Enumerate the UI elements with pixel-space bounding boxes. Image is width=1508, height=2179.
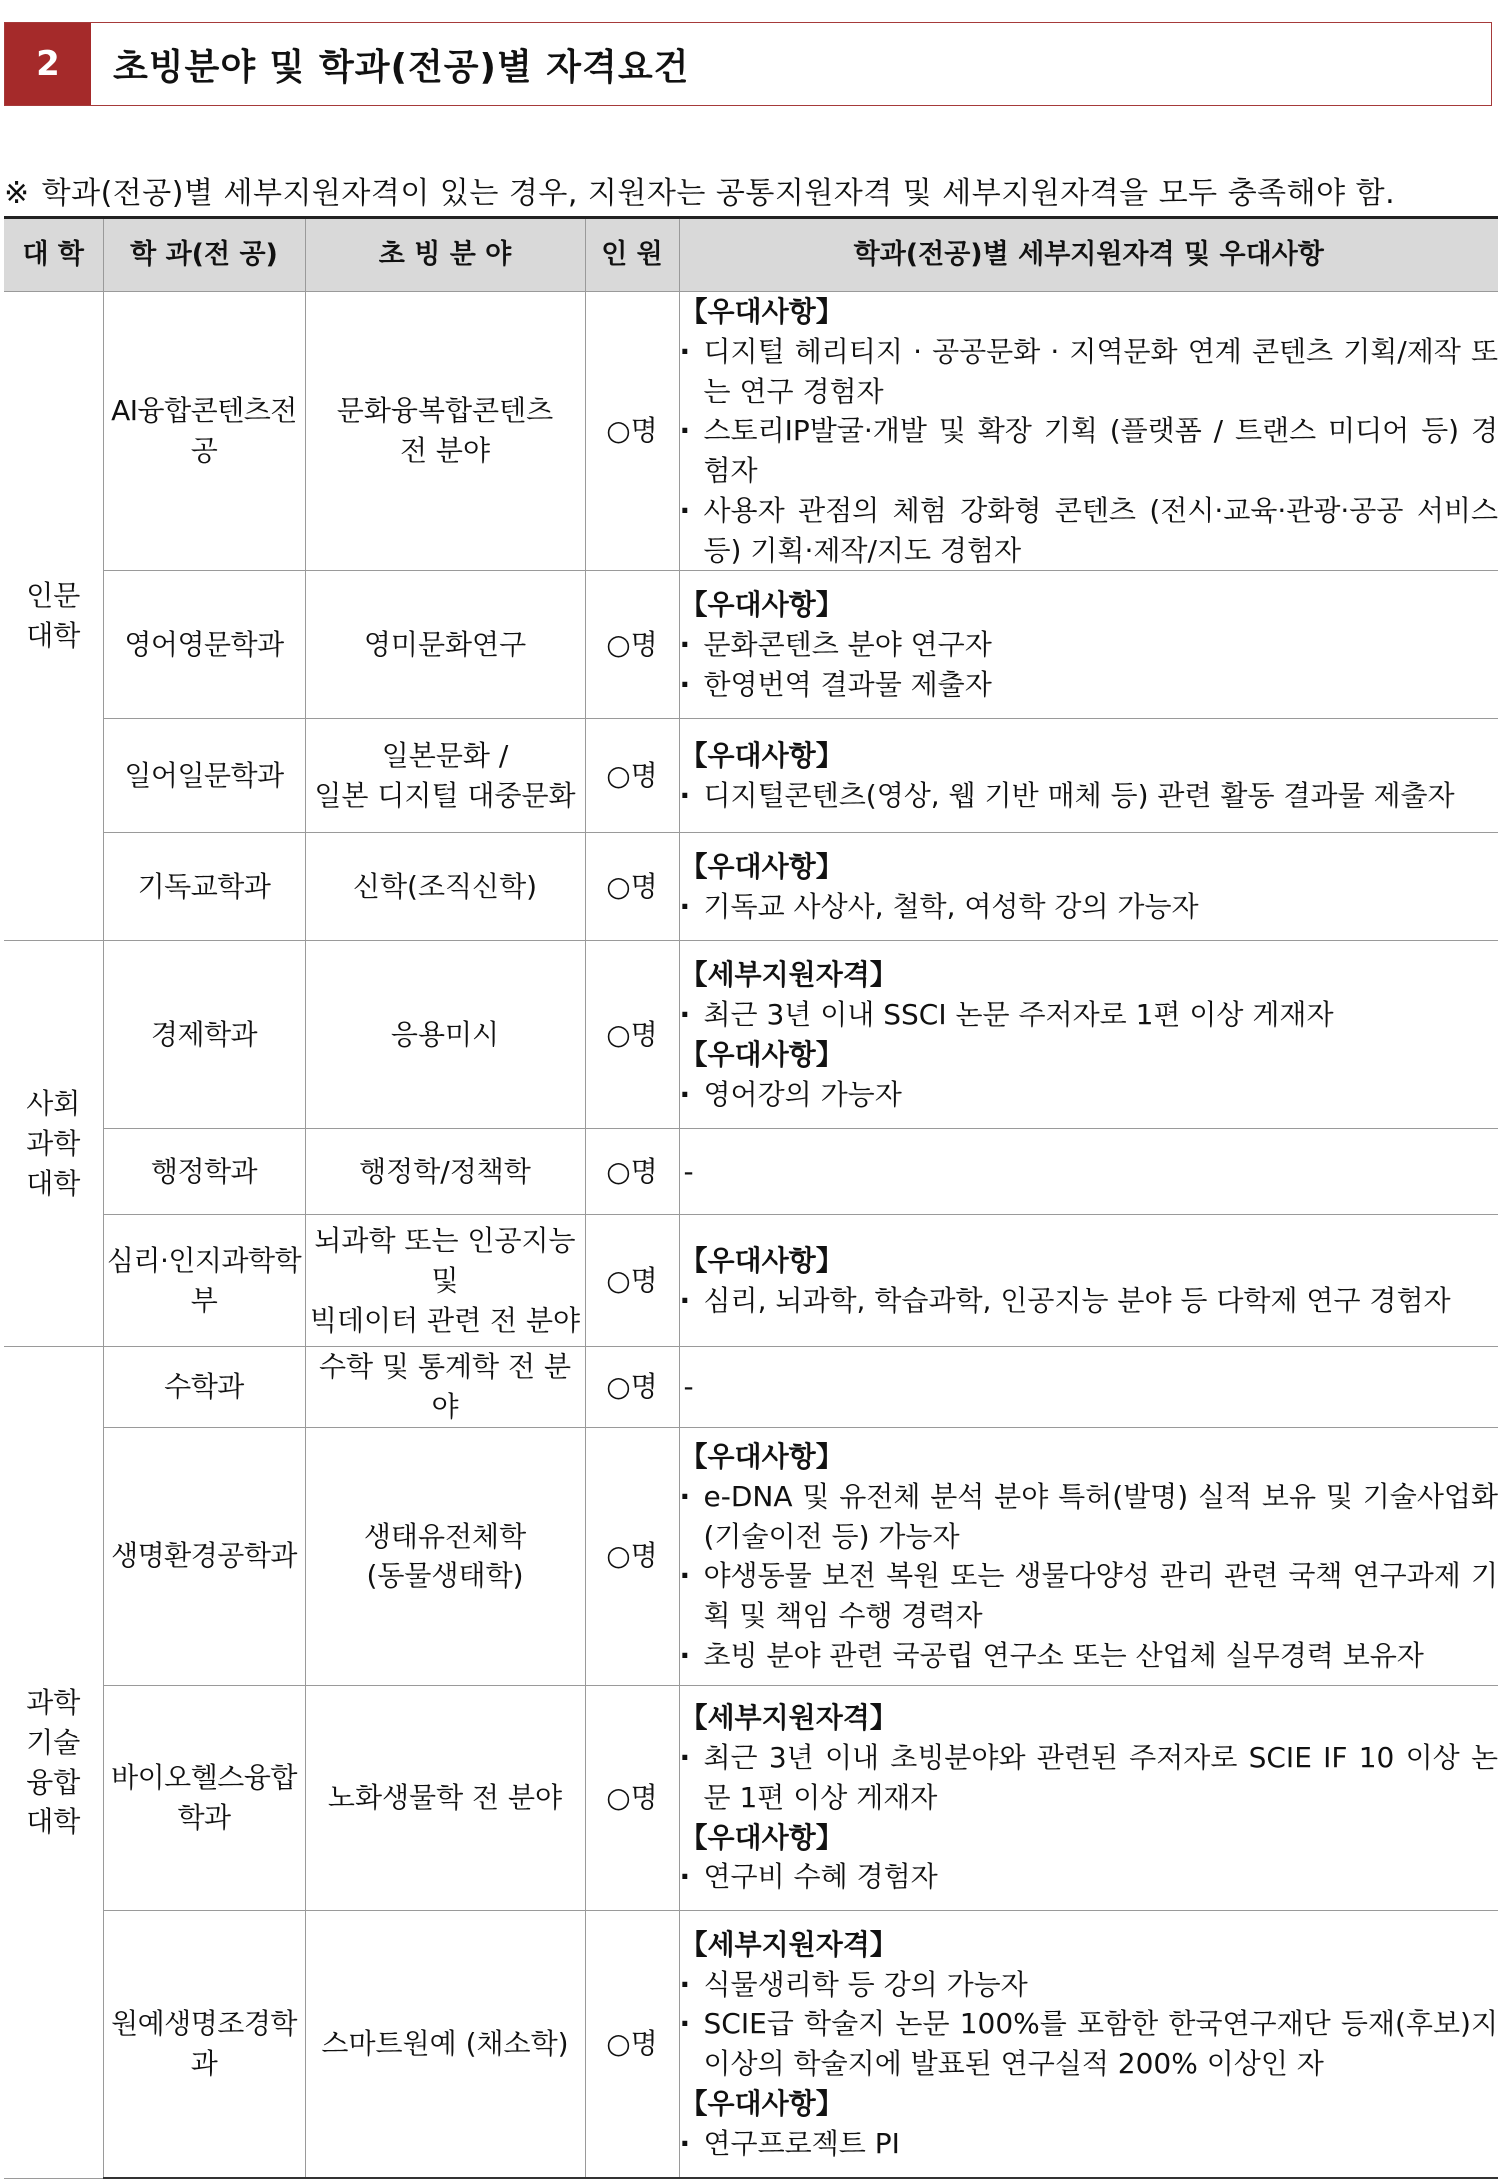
count-cell: ○명 [585,1427,679,1685]
table-row [4,1910,1498,2178]
field-cell: 신학(조직신학) [305,833,585,941]
count-cell: ○명 [585,1215,679,1347]
details-cell [679,1129,1498,1215]
detail-item: · 연구비 수혜 경험자 [680,1857,1499,1897]
header-count: 인 원 [585,218,679,292]
detail-item: · 스토리IP발굴·개발 및 확장 기획 (플랫폼 / 트랜스 미디어 등) 경험자 [680,411,1499,491]
qualification-table [4,216,1498,2179]
detail-item: · 최근 3년 이내 초빙분야와 관련된 주저자로 SCIE IF 10 이상 논문 1편 이상 게재자 [680,1738,1499,1818]
reference-mark-icon: ※ [4,176,30,211]
detail-item: · 연구프로젝트 PI [680,2124,1499,2164]
field-cell: 행정학/정책학 [305,1129,585,1215]
detail-section-label: 【우대사항】 [679,1037,844,1071]
details-cell [679,941,1498,1129]
count-cell: ○명 [585,1685,679,1910]
count-cell: ○명 [585,941,679,1129]
detail-item: · 디지털 헤리티지 · 공공문화 · 지역문화 연계 콘텐츠 기획/제작 또는 연구 경험자 [680,332,1499,412]
department-cell: AI융합콘텐츠전공 [103,292,305,571]
section-header [4,22,1492,106]
department-cell: 심리·인지과학학부 [103,1215,305,1347]
college-cell: 과학 기술 융합 대학 [4,1347,103,2179]
department-cell: 경제학과 [103,941,305,1129]
table-row [4,292,1498,571]
table-row [4,1129,1498,1215]
section-number: 2 [5,23,91,105]
detail-item: · 기독교 사상사, 철학, 여성학 강의 가능자 [680,887,1499,927]
table-row [4,1347,1498,1428]
detail-section-label: 【우대사항】 [679,850,844,883]
field-cell: 스마트원예 (채소학) [305,1910,585,2178]
department-cell: 생명환경공학과 [103,1427,305,1685]
field-cell: 응용미시 [305,941,585,1129]
detail-section-label: 【우대사항】 [679,1820,844,1854]
field-cell: 노화생물학 전 분야 [305,1685,585,1910]
detail-none: - [683,1370,694,1404]
department-cell: 수학과 [103,1347,305,1428]
department-cell: 영어영문학과 [103,571,305,719]
details-cell [679,1215,1498,1347]
detail-section-label: 【우대사항】 [679,295,844,328]
detail-item: · 디지털콘텐츠(영상, 웹 기반 매체 등) 관련 활동 결과물 제출자 [680,776,1499,816]
notice-text: 학과(전공)별 세부지원자격이 있는 경우, 지원자는 공통지원자격 및 세부지원자격을 모두 충족해야 함. [41,176,1396,211]
field-cell: 일본문화 / 일본 디지털 대중문화 [305,719,585,833]
college-cell: 사회 과학 대학 [4,941,103,1347]
detail-section-label: 【우대사항】 [679,1440,844,1473]
table-row [4,1427,1498,1685]
count-cell: ○명 [585,1129,679,1215]
detail-section-label: 【세부지원자격】 [679,958,898,992]
field-cell: 영미문화연구 [305,571,585,719]
count-cell: ○명 [585,1347,679,1428]
notice [4,168,1395,212]
detail-item: · 문화콘텐츠 분야 연구자 [680,625,1499,665]
detail-item: · 사용자 관점의 체험 강화형 콘텐츠 (전시·교육·관광·공공 서비스 등) 기획·제작/지도 경험자 [680,491,1499,571]
detail-item: · e-DNA 및 유전체 분석 분야 특허(발명) 실적 보유 및 기술사업화(기술이전 등) 가능자 [680,1477,1499,1557]
detail-item: · 야생동물 보전 복원 또는 생물다양성 관리 관련 국책 연구과제 기획 및 책임 수행 경력자 [680,1556,1499,1636]
table-row [4,1685,1498,1910]
header-field: 초 빙 분 야 [305,218,585,292]
count-cell: ○명 [585,1910,679,2178]
table-row [4,1215,1498,1347]
count-cell: ○명 [585,292,679,571]
detail-section-label: 【우대사항】 [679,2086,844,2120]
detail-item: · 초빙 분야 관련 국공립 연구소 또는 산업체 실무경력 보유자 [680,1636,1499,1676]
detail-item: · 한영번역 결과물 제출자 [680,665,1499,705]
department-cell: 일어일문학과 [103,719,305,833]
detail-item: · 최근 3년 이내 SSCI 논문 주저자로 1편 이상 게재자 [680,995,1499,1035]
details-cell [679,1427,1498,1685]
header-department: 학 과(전 공) [103,218,305,292]
table-header-row [4,218,1498,292]
count-cell: ○명 [585,833,679,941]
count-cell: ○명 [585,719,679,833]
department-cell: 행정학과 [103,1129,305,1215]
table-row [4,941,1498,1129]
header-details: 학과(전공)별 세부지원자격 및 우대사항 [679,218,1498,292]
details-cell [679,1685,1498,1910]
details-cell [679,571,1498,719]
table-row [4,833,1498,941]
count-cell: ○명 [585,571,679,719]
details-cell [679,1910,1498,2178]
detail-section-label: 【세부지원자격】 [679,1701,898,1735]
department-cell: 기독교학과 [103,833,305,941]
department-cell: 바이오헬스융합학과 [103,1685,305,1910]
detail-item: · SCIE급 학술지 논문 100%를 포함한 한국연구재단 등재(후보)지 이상의 학술지에 발표된 연구실적 200% 이상인 자 [680,2004,1499,2084]
college-cell: 인문 대학 [4,292,103,941]
detail-section-label: 【세부지원자격】 [679,1927,898,1961]
detail-item: · 식물생리학 등 강의 가능자 [680,1965,1499,2005]
header-college: 대 학 [4,218,103,292]
details-cell [679,833,1498,941]
table-row [4,719,1498,833]
field-cell: 문화융복합콘텐츠 전 분야 [305,292,585,571]
details-cell [679,719,1498,833]
field-cell: 뇌과학 또는 인공지능 및 빅데이터 관련 전 분야 [305,1215,585,1347]
field-cell: 생태유전체학 (동물생태학) [305,1427,585,1685]
detail-section-label: 【우대사항】 [679,739,844,772]
detail-none: - [683,1154,694,1188]
section-title: 초빙분야 및 학과(전공)별 자격요건 [113,46,690,88]
table-row [4,571,1498,719]
department-cell: 원예생명조경학과 [103,1910,305,2178]
details-cell [679,1347,1498,1428]
detail-section-label: 【우대사항】 [679,588,844,622]
detail-section-label: 【우대사항】 [679,1244,844,1277]
field-cell: 수학 및 통계학 전 분야 [305,1347,585,1428]
details-cell [679,292,1498,571]
detail-item: · 영어강의 가능자 [680,1075,1499,1115]
detail-item: · 심리, 뇌과학, 학습과학, 인공지능 분야 등 다학제 연구 경험자 [680,1281,1499,1321]
